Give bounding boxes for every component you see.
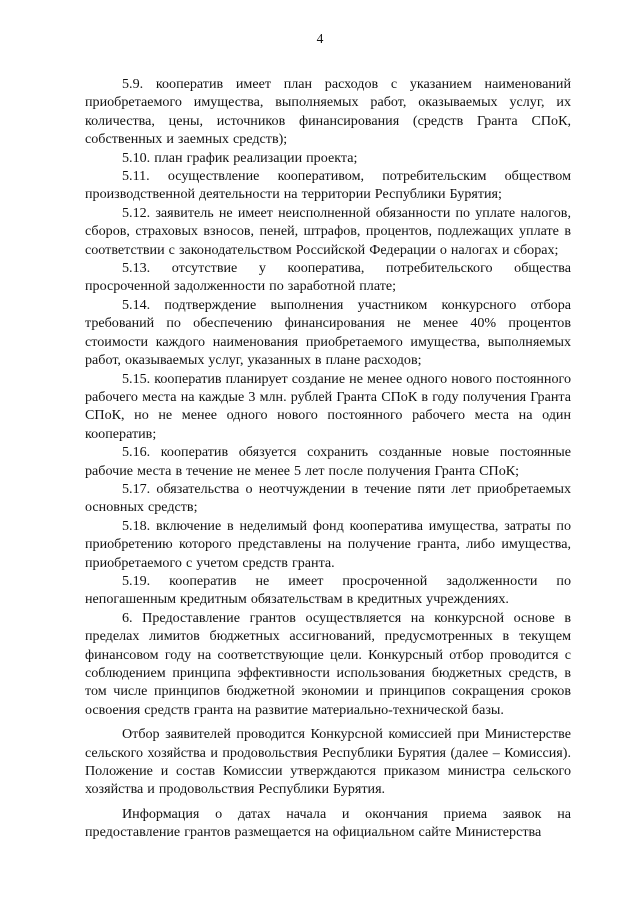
paragraph-5-18: 5.18. включение в неделимый фонд кооператива имущества, затраты по приобретению которого представлены на получение гранта, либо имущества, приобретаемого с учетом средств гранта. bbox=[85, 517, 571, 571]
paragraph-5-9: 5.9. кооператив имеет план расходов с указанием наименований приобретаемого имущества, выполняемых работ, оказываемых услуг, их количества, цены, источников финансирования (средств Гранта СПоК, собственных и заемных средств); bbox=[85, 76, 571, 148]
paragraph-5-11: 5.11. осуществление кооперативом, потребительским обществом производственной деятельности на территории Республики Бурятия; bbox=[85, 168, 571, 203]
paragraph-selection-commission: Отбор заявителей проводится Конкурсной комиссией при Министерстве сельского хозяйства и продовольствия Республики Бурятия (далее – Комиссия). Положение и состав Комиссии утверждаются приказом министра сельского хозяйства и продовольствия Республики Бурятия. bbox=[85, 726, 571, 798]
paragraph-5-19: 5.19. кооператив не имеет просроченной задолженности по непогашенным кредитным обязательствам в кредитных учреждениях. bbox=[85, 572, 571, 608]
document-body bbox=[85, 75, 571, 842]
paragraph-5-17: 5.17. обязательства о неотчуждении в течение пяти лет приобретаемых основных средств; bbox=[85, 480, 571, 516]
paragraph-5-12: 5.12. заявитель не имеет неисполненной обязанности по уплате налогов, сборов, страховых взносов, пеней, штрафов, процентов, подлежащих уплате в соответствии с законодательством Российской Федерации о налогах и сборах; bbox=[85, 204, 571, 258]
paragraph-5-14: 5.14. подтверждение выполнения участником конкурсного отбора требований по обеспечению финансирования не менее 40% процентов стоимости каждого наименования приобретаемого имущества, выполняемых работ, оказываемых услуг, указанных в плане расходов; bbox=[85, 296, 571, 369]
paragraph-5-10: 5.10. план график реализации проекта; bbox=[122, 149, 358, 166]
paragraph-6: 6. Предоставление грантов осуществляется на конкурсной основе в пределах лимитов бюджетных ассигнований, предусмотренных в текущем финансовом году на соответствующие цели. Конкурсный отбор проводится с соблюдением принципа эффективности использования бюджетных средств, в том числе принципов бюджетной экономии и принципов сокращения сроков освоения средств гранта на развитие материально-технической базы. bbox=[85, 609, 571, 718]
paragraph-5-15: 5.15. кооператив планирует создание не менее одного нового постоянного рабочего места на каждые 3 млн. рублей Гранта СПоК в году получения Гранта СПоК, но не менее одного нового постоянного рабочего места на один кооператив; bbox=[85, 370, 571, 442]
paragraph-5-13: 5.13. отсутствие у кооператива, потребительского общества просроченной задолженности по заработной плате; bbox=[85, 260, 571, 295]
page-number: 4 bbox=[316, 31, 324, 46]
paragraph-information-dates: Информация о датах начала и окончания приема заявок на предоставление грантов размещается на официальном сайте Министерства bbox=[85, 805, 571, 841]
paragraph-5-16: 5.16. кооператив обязуется сохранить созданные новые постоянные рабочие места в течение не менее 5 лет после получения Гранта СПоК; bbox=[85, 444, 571, 479]
